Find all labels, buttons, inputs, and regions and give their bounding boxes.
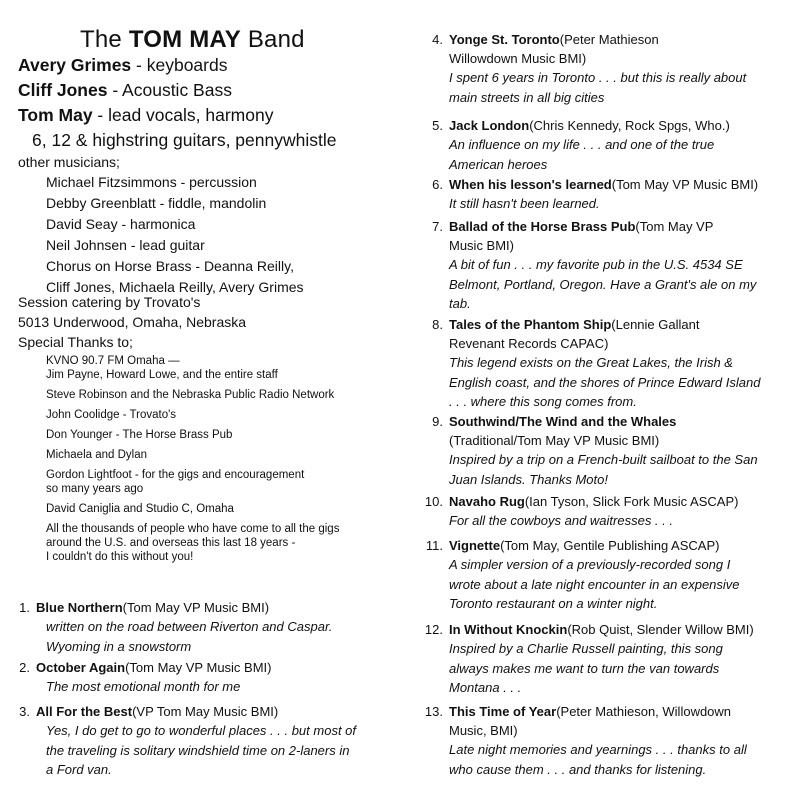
track-credit: (Rob Quist, Slender Willow BMI) bbox=[567, 622, 754, 637]
thanks-line: so many years ago bbox=[46, 483, 144, 495]
track-credit: (Peter Mathieson bbox=[559, 32, 659, 47]
other-musicians-label: other musicians; bbox=[18, 154, 120, 170]
member-role-continuation: 6, 12 & highstring guitars, pennywhistle bbox=[32, 130, 337, 150]
thanks-line: John Coolidge - Trovato's bbox=[46, 409, 177, 421]
member-avery-grimes bbox=[18, 54, 227, 76]
thanks-entry bbox=[46, 388, 339, 402]
track-item bbox=[413, 315, 781, 412]
band-title-prefix: The bbox=[80, 26, 122, 53]
track-description-line: Late night memories and yearnings . . . thanks to all bbox=[449, 742, 747, 757]
track-title: Ballad of the Horse Brass Pub bbox=[449, 219, 636, 234]
track-credit: (VP Tom May Music BMI) bbox=[132, 704, 279, 719]
thanks-line: Jim Payne, Howard Lowe, and the entire staff bbox=[46, 369, 278, 381]
thanks-line: I couldn't do this without you! bbox=[46, 551, 194, 563]
track-title: Southwind/The Wind and the Whales bbox=[449, 414, 677, 429]
track-item bbox=[413, 536, 781, 614]
track-item bbox=[413, 412, 781, 489]
track-number: 5. bbox=[432, 118, 443, 133]
track-number: 12. bbox=[424, 622, 443, 637]
musician: David Seay - harmonica bbox=[46, 216, 196, 232]
track-item bbox=[413, 30, 781, 107]
track-description-line: Belmont, Portland, Oregon. Have a Grant's ale on my bbox=[449, 276, 757, 292]
special-thanks-list bbox=[46, 354, 339, 564]
musician: Michael Fitzsimmons - percussion bbox=[46, 174, 257, 190]
musician: Cliff Jones, Michaela Reilly, Avery Grimes bbox=[46, 279, 304, 295]
track-number: 1. bbox=[19, 600, 30, 615]
thanks-line: Don Younger - The Horse Brass Pub bbox=[46, 429, 233, 441]
track-description-line: A bit of fun . . . my favorite pub in the U.S. 4534 SE bbox=[449, 257, 743, 272]
track-description-line: A simpler version of a previously-recorded song I bbox=[449, 557, 731, 572]
thanks-line: around the U.S. and overseas this last 18 years - bbox=[46, 537, 296, 549]
thanks-entry bbox=[46, 502, 339, 516]
thanks-line: Steve Robinson and the Nebraska Public Radio Network bbox=[46, 389, 335, 401]
track-description-line: I spent 6 years in Toronto . . . but this is really about bbox=[449, 70, 747, 85]
track-description-line: English coast, and the shores of Prince Edward Island bbox=[449, 374, 761, 390]
track-credit: (Lennie Gallant bbox=[611, 317, 700, 332]
track-title: Vignette bbox=[449, 538, 501, 553]
musician: Chorus on Horse Brass - Deanna Reilly, bbox=[46, 258, 294, 274]
special-thanks-label: Special Thanks to; bbox=[18, 334, 133, 350]
track-credit-continuation: (Traditional/Tom May VP Music BMI) bbox=[449, 433, 660, 448]
track-title: This Time of Year bbox=[449, 704, 557, 719]
track-item bbox=[413, 217, 781, 314]
track-description-line: main streets in all big cities bbox=[449, 89, 605, 105]
session-catering bbox=[18, 292, 246, 332]
track-item bbox=[413, 175, 781, 214]
thanks-line: KVNO 90.7 FM Omaha — bbox=[46, 355, 180, 367]
track-credit: (Tom May VP Music BMI) bbox=[125, 660, 272, 675]
thanks-line: David Caniglia and Studio C, Omaha bbox=[46, 503, 234, 515]
track-item bbox=[413, 116, 781, 174]
thanks-entry bbox=[46, 354, 339, 382]
track-number: 6. bbox=[432, 177, 443, 192]
track-credit-continuation: Willowdown Music BMI) bbox=[449, 51, 587, 66]
track-credit: (Tom May VP Music BMI) bbox=[611, 177, 759, 192]
track-credit-continuation: Music, BMI) bbox=[449, 723, 518, 738]
track-credit: (Ian Tyson, Slick Fork Music ASCAP) bbox=[524, 494, 739, 509]
track-item bbox=[413, 492, 781, 531]
band-title bbox=[80, 26, 305, 54]
track-description-line: wrote about a late night encounter in an expensive bbox=[449, 576, 740, 592]
member-cliff-jones bbox=[18, 79, 232, 101]
track-item bbox=[18, 658, 390, 697]
track-description-line: who cause them . . . and thanks for listening. bbox=[449, 761, 707, 777]
track-description-line: . . . where this song comes from. bbox=[449, 394, 637, 409]
thanks-entry bbox=[46, 448, 339, 462]
member-role: - Acoustic Bass bbox=[107, 80, 232, 100]
track-title: Yonge St. Toronto bbox=[449, 32, 560, 47]
other-musicians-list bbox=[46, 172, 304, 298]
track-title: All For the Best bbox=[36, 704, 133, 719]
track-number: 10. bbox=[424, 494, 443, 509]
track-description-line: Montana . . . bbox=[449, 680, 522, 695]
track-number: 2. bbox=[19, 660, 30, 675]
track-item bbox=[18, 598, 390, 656]
track-description-line: a Ford van. bbox=[46, 762, 112, 777]
member-tom-may bbox=[18, 104, 273, 126]
track-number: 4. bbox=[432, 32, 443, 47]
track-description-line: Wyoming in a snowstorm bbox=[46, 638, 192, 654]
track-credit: (Tom May VP Music BMI) bbox=[122, 600, 270, 615]
band-title-suffix: Band bbox=[247, 26, 305, 53]
catering-line: 5013 Underwood, Omaha, Nebraska bbox=[18, 314, 247, 330]
musician: Debby Greenblatt - fiddle, mandolin bbox=[46, 195, 267, 211]
track-number: 7. bbox=[432, 219, 443, 234]
thanks-entry bbox=[46, 468, 339, 496]
track-description-line: tab. bbox=[449, 296, 471, 311]
track-description-line: The most emotional month for me bbox=[46, 679, 241, 694]
track-description-line: Yes, I do get to go to wonderful places . . . but most of bbox=[46, 723, 357, 738]
member-name: Avery Grimes bbox=[18, 55, 132, 75]
thanks-entry bbox=[46, 522, 339, 564]
track-description-line: Inspired by a Charlie Russell painting, this song bbox=[449, 641, 723, 656]
track-description-line: An influence on my life . . . and one of the true bbox=[449, 137, 715, 152]
member-name: Cliff Jones bbox=[18, 80, 108, 100]
track-number: 13. bbox=[424, 704, 443, 719]
track-description-line: written on the road between Riverton and Caspar. bbox=[46, 619, 333, 634]
track-credit-continuation: Revenant Records CAPAC) bbox=[449, 336, 609, 351]
member-role: - keyboards bbox=[131, 55, 228, 75]
member-name: Tom May bbox=[18, 105, 93, 125]
track-description-line: This legend exists on the Great Lakes, the Irish & bbox=[449, 355, 733, 370]
track-number: 8. bbox=[432, 317, 443, 332]
track-number: 9. bbox=[432, 414, 443, 429]
track-title: When his lesson's learned bbox=[449, 177, 612, 192]
member-role: - lead vocals, harmony bbox=[92, 105, 274, 125]
thanks-line: All the thousands of people who have come to all the gigs bbox=[46, 523, 340, 535]
track-number: 3. bbox=[19, 704, 30, 719]
track-title: Jack London bbox=[449, 118, 530, 133]
track-description-line: Toronto restaurant on a winter night. bbox=[449, 596, 658, 611]
band-title-name: TOM MAY bbox=[128, 26, 241, 53]
track-description-line: the traveling is solitary windshield time on 2-laners in bbox=[46, 742, 350, 758]
track-credit: (Tom May VP bbox=[635, 219, 714, 234]
track-credit: (Peter Mathieson, Willowdown bbox=[556, 704, 732, 719]
track-title: Navaho Rug bbox=[449, 494, 525, 509]
musician: Neil Johnsen - lead guitar bbox=[46, 237, 205, 253]
thanks-line: Gordon Lightfoot - for the gigs and encouragement bbox=[46, 469, 305, 481]
track-description-line: American heroes bbox=[449, 156, 548, 172]
track-title: Tales of the Phantom Ship bbox=[449, 317, 612, 332]
track-credit: (Chris Kennedy, Rock Spgs, Who.) bbox=[529, 118, 730, 133]
catering-line: Session catering by Trovato's bbox=[18, 294, 201, 310]
thanks-line: Michaela and Dylan bbox=[46, 449, 148, 461]
track-title: October Again bbox=[36, 660, 126, 675]
track-description-line: It still hasn't been learned. bbox=[449, 196, 600, 211]
track-item bbox=[413, 620, 781, 698]
track-description-line: Juan Islands. Thanks Moto! bbox=[449, 471, 608, 487]
track-description-line: For all the cowboys and waitresses . . . bbox=[449, 513, 673, 528]
thanks-entry bbox=[46, 408, 339, 422]
track-item bbox=[413, 702, 781, 779]
track-credit-continuation: Music BMI) bbox=[449, 238, 514, 253]
track-title: In Without Knockin bbox=[449, 622, 568, 637]
track-item bbox=[18, 702, 390, 780]
thanks-entry bbox=[46, 428, 339, 442]
track-description-line: always makes me want to turn the van towards bbox=[449, 660, 720, 676]
track-number: 11. bbox=[425, 538, 443, 553]
track-description-line: Inspired by a trip on a French-built sailboat to the San bbox=[449, 452, 758, 467]
track-credit: (Tom May, Gentile Publishing ASCAP) bbox=[500, 538, 720, 553]
track-title: Blue Northern bbox=[36, 600, 123, 615]
